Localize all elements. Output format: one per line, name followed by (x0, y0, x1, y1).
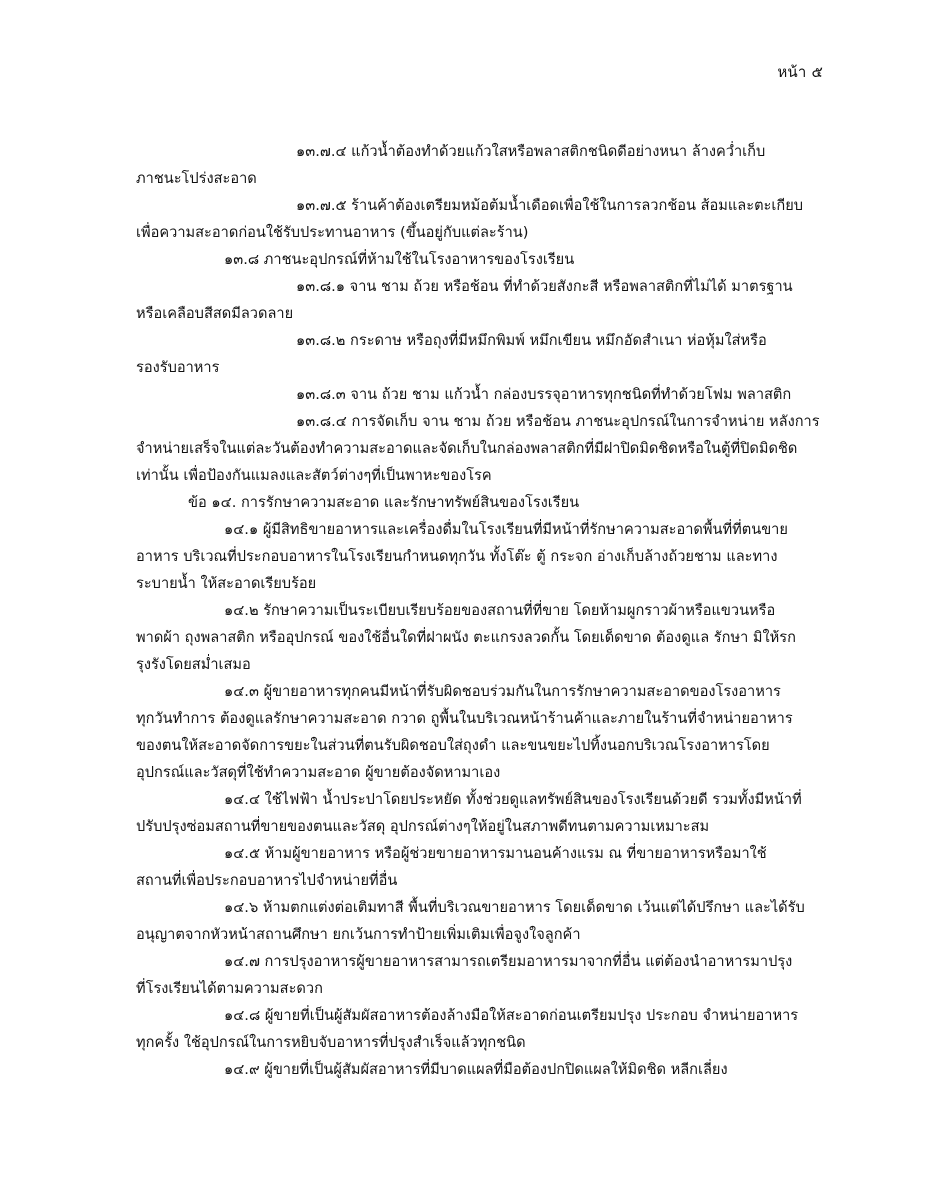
text-line: ๑๓.๗.๔ แก้วน้ำต้องทำด้วยแก้วใสหรือพลาสติกชนิดดีอย่างหนา ล้างคว่ำเก็บ (296, 143, 766, 160)
text-line: ทุกวันทำการ ต้องดูแลรักษาความสะอาด กวาด ถูพื้นในบริเวณหน้าร้านค้าและภายในร้านที่จำหน่ายอาหาร (136, 710, 793, 727)
text-line: ที่โรงเรียนได้ตามความสะดวก (136, 980, 323, 997)
text-line: ๑๓.๘.๒ กระดาษ หรือถุงที่มีหมึกพิมพ์ หมึกเขียน หมึกอัดสำเนา ห่อหุ้มใส่หรือ (296, 332, 767, 349)
text-line: สถานที่เพื่อประกอบอาหารไปจำหน่ายที่อื่น (136, 872, 398, 889)
text-line: ๑๔.๓ ผู้ขายอาหารทุกคนมีหน้าที่รับผิดชอบร่วมกันในการรักษาความสะอาดของโรงอาหาร (224, 683, 781, 700)
text-line: ๑๔.๔ ใช้ไฟฟ้า น้ำประปาโดยประหยัด ทั้งช่วยดูแลทรัพย์สินของโรงเรียนด้วยดี รวมทั้งมีหน้าที่ (224, 791, 802, 808)
text-line: รุงรังโดยสม่ำเสมอ (136, 656, 251, 673)
text-line: ๑๓.๗.๕ ร้านค้าต้องเตรียมหม้อต้มน้ำเดือดเพื่อใช้ในการลวกช้อน ส้อมและตะเกียบ (296, 197, 804, 214)
text-line: หรือเคลือบสีสดมีลวดลาย (136, 305, 294, 322)
text-line: รองรับอาหาร (136, 359, 220, 376)
text-line: ปรับปรุงซ่อมสถานที่ขายของตนและวัสดุ อุปกรณ์ต่างๆให้อยู่ในสภาพดีทนตามความเหมาะสม (136, 818, 710, 835)
text-line: ๑๔.๒ รักษาความเป็นระเบียบเรียบร้อยของสถานที่ที่ขาย โดยห้ามผูกราวผ้าหรือแขวนหรือ (224, 602, 776, 619)
text-line: อนุญาตจากหัวหน้าสถานศึกษา ยกเว้นการทำป้ายเพิ่มเติมเพื่อจูงใจลูกค้า (136, 926, 581, 943)
text-line: ๑๔.๕ ห้ามผู้ขายอาหาร หรือผู้ช่วยขายอาหารมานอนค้างแรม ณ ที่ขายอาหารหรือมาใช้ (224, 845, 767, 862)
text-line: อุปกรณ์และวัสดุที่ใช้ทำความสะอาด ผู้ขายต้องจัดหามาเอง (136, 764, 501, 781)
text-line: ภาชนะโปร่งสะอาด (136, 170, 257, 187)
text-line: ๑๓.๘.๔ การจัดเก็บ จาน ชาม ถ้วย หรือช้อน ภาชนะอุปกรณ์ในการจำหน่าย หลังการ (296, 413, 820, 430)
text-line: ๑๓.๘.๑ จาน ชาม ถ้วย หรือช้อน ที่ทำด้วยสังกะสี หรือพลาสติกที่ไม่ได้ มาตรฐาน (296, 278, 793, 295)
text-line: ๑๓.๘.๓ จาน ถ้วย ชาม แก้วน้ำ กล่องบรรจุอาหารทุกชนิดที่ทำด้วยโฟม พลาสติก (296, 386, 792, 403)
text-line: พาดผ้า ถุงพลาสติก หรืออุปกรณ์ ของใช้อื่นใดที่ฝาผนัง ตะแกรงลวดกั้น โดยเด็ดขาด ต้องดูแล รักษา มิให้รก (136, 629, 796, 646)
text-line: ๑๔.๗ การปรุงอาหารผู้ขายอาหารสามารถเตรียมอาหารมาจากที่อื่น แต่ต้องนำอาหารมาปรุง (224, 953, 793, 970)
text-line: ทุกครั้ง ใช้อุปกรณ์ในการหยิบจับอาหารที่ปรุงสำเร็จแล้วทุกชนิด (136, 1034, 526, 1051)
document-body (136, 138, 820, 1083)
text-line: เท่านั้น เพื่อป้องกันแมลงและสัตว์ต่างๆที่เป็นพาหะของโรค (136, 467, 492, 484)
text-line: ของตนให้สะอาดจัดการขยะในส่วนที่ตนรับผิดชอบใส่ถุงดำ และขนขยะไปทิ้งนอกบริเวณโรงอาหารโดย (136, 737, 770, 754)
text-line: เพื่อความสะอาดก่อนใช้รับประทานอาหาร (ขึ้นอยู่กับแต่ละร้าน) (136, 224, 529, 241)
page-number: หน้า ๕ (777, 63, 823, 81)
text-line: จำหน่ายเสร็จในแต่ละวันต้องทำความสะอาดและจัดเก็บในกล่องพลาสติกที่มีฝาปิดมิดชิดหรือในตู้ที่ปิดมิดชิด (136, 440, 798, 457)
text-line: อาหาร บริเวณที่ประกอบอาหารในโรงเรียนกำหนดทุกวัน ทั้งโต๊ะ ตู้ กระจก อ่างเก็บล้างถ้วยชาม และทาง (136, 548, 778, 565)
text-line: ระบายน้ำ ให้สะอาดเรียบร้อย (136, 575, 317, 592)
text-line: ๑๓.๘ ภาชนะอุปกรณ์ที่ห้ามใช้ในโรงอาหารของโรงเรียน (224, 251, 575, 268)
text-line: ๑๔.๙ ผู้ขายที่เป็นผู้สัมผัสอาหารที่มีบาดแผลที่มือต้องปกปิดแผลให้มิดชิด หลีกเลี่ยง (224, 1061, 728, 1078)
text-line: ๑๔.๖ ห้ามตกแต่งต่อเติมทาสี พื้นที่บริเวณขายอาหาร โดยเด็ดขาด เว้นแต่ได้ปรึกษา และได้รับ (224, 899, 805, 916)
text-line: ๑๔.๑ ผู้มีสิทธิขายอาหารและเครื่องดื่มในโรงเรียนที่มีหน้าที่รักษาความสะอาดพื้นที่ที่ตนขาย (224, 521, 788, 538)
section-heading: ข้อ ๑๔. การรักษาความสะอาด และรักษาทรัพย์สินของโรงเรียน (188, 494, 580, 511)
text-line: ๑๔.๘ ผู้ขายที่เป็นผู้สัมผัสอาหารต้องล้างมือให้สะอาดก่อนเตรียมปรุง ประกอบ จำหน่ายอาหาร (224, 1007, 799, 1024)
